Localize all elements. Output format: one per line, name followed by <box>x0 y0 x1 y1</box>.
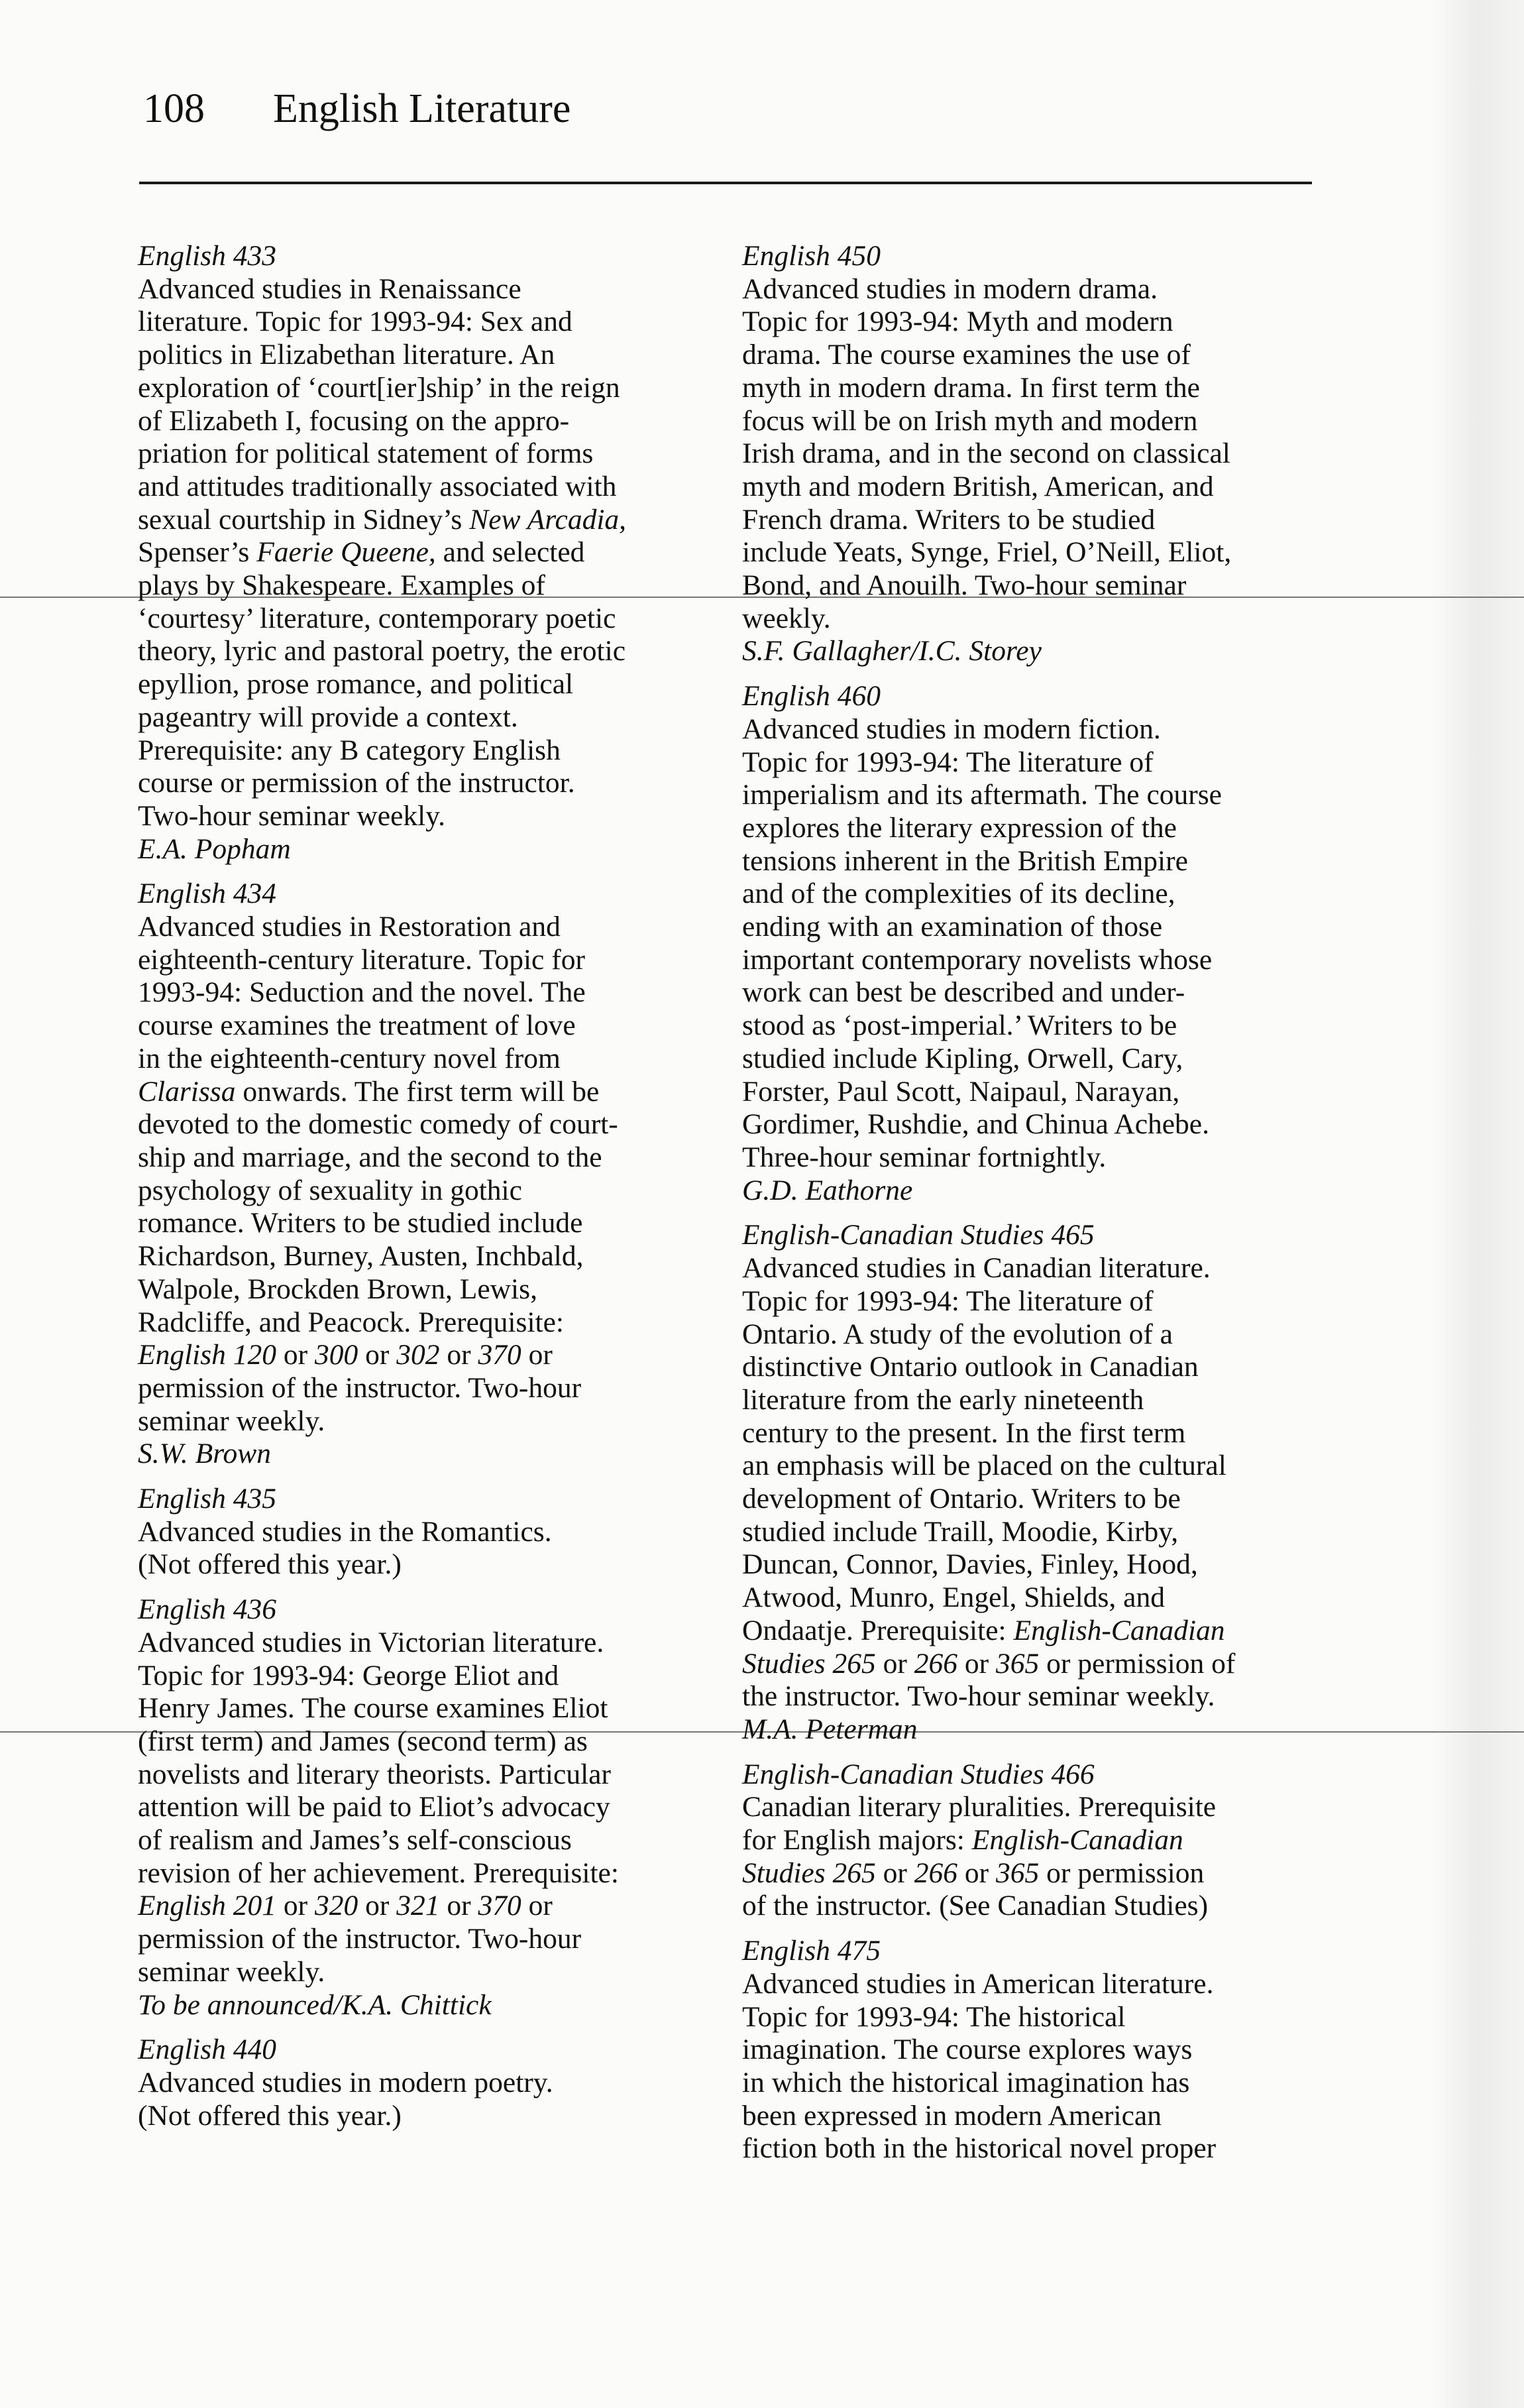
course-description-line: fiction both in the historical novel proper <box>742 2132 1217 2165</box>
course-description-line: devoted to the domestic comedy of court- <box>138 1108 618 1141</box>
course-description-line: politics in Elizabethan literature. An <box>138 339 555 371</box>
course-description-line: for English majors: English-Canadian <box>742 1824 1183 1857</box>
course-entry <box>742 680 1312 1207</box>
course-entry <box>138 240 708 866</box>
course-description-line: Advanced studies in Canadian literature. <box>742 1252 1211 1285</box>
course-description-line: imperialism and its aftermath. The course <box>742 779 1222 811</box>
course-description-line: tensions inherent in the British Empire <box>742 844 1188 877</box>
course-title: English 434 <box>138 878 277 910</box>
course-entry <box>742 1935 1312 2165</box>
course-description-line: the instructor. Two-hour seminar weekly. <box>742 1680 1215 1713</box>
course-description-line: 1993-94: Seduction and the novel. The <box>138 976 586 1009</box>
course-description-line: focus will be on Irish myth and modern <box>742 404 1198 437</box>
course-entry <box>138 1483 708 1581</box>
course-title: English 450 <box>742 240 881 272</box>
course-description-line: Three-hour seminar fortnightly. <box>742 1141 1107 1173</box>
right-column <box>742 240 1312 2177</box>
course-description-line: important contemporary novelists whose <box>742 943 1213 976</box>
course-description-line: Topic for 1993-94: George Eliot and <box>138 1659 559 1691</box>
course-description-line: in which the historical imagination has <box>742 2066 1190 2098</box>
course-entry <box>742 1758 1312 1923</box>
course-description-line: seminar weekly. <box>138 1405 325 1437</box>
course-instructor: G.D. Eathorne <box>742 1174 913 1206</box>
course-description-line: Radcliffe, and Peacock. Prerequisite: <box>138 1306 565 1338</box>
course-description-line: Advanced studies in Restoration and <box>138 911 561 943</box>
course-description-line: Topic for 1993-94: The historical <box>742 2000 1126 2033</box>
course-description-line: exploration of ‘court[ier]ship’ in the reign <box>138 371 620 404</box>
course-instructor: M.A. Peterman <box>742 1713 918 1745</box>
course-description-line: development of Ontario. Writers to be <box>742 1483 1181 1515</box>
course-description-line: an emphasis will be placed on the cultural <box>742 1450 1226 1482</box>
course-description-line: of realism and James’s self-conscious <box>138 1824 572 1857</box>
course-entry <box>138 2034 708 2132</box>
course-description-line: myth and modern British, American, and <box>742 470 1214 502</box>
course-description-line: Topic for 1993-94: The literature of <box>742 746 1154 778</box>
course-instructor: To be announced/K.A. Chittick <box>138 1988 492 2021</box>
course-description-line: Advanced studies in Renaissance <box>138 272 521 305</box>
course-description-line: Canadian literary pluralities. Prerequisite <box>742 1791 1217 1823</box>
course-description-line: pageantry will provide a context. <box>138 701 518 733</box>
course-description-line: imagination. The course explores ways <box>742 2034 1193 2066</box>
course-description-line: weekly. <box>742 602 831 634</box>
course-description-line: Atwood, Munro, Engel, Shields, and <box>742 1581 1165 1614</box>
course-description-line: myth in modern drama. In first term the <box>742 371 1200 404</box>
course-title: English-Canadian Studies 465 <box>742 1219 1095 1251</box>
course-description-line: Studies 265 or 266 or 365 or permission <box>742 1857 1205 1889</box>
course-instructor: S.W. Brown <box>138 1438 272 1470</box>
course-title: English-Canadian Studies 466 <box>742 1758 1095 1790</box>
course-description-line: of Elizabeth I, focusing on the appro- <box>138 404 570 437</box>
course-instructor: E.A. Popham <box>138 832 291 865</box>
course-title: English 435 <box>138 1483 277 1515</box>
course-title: English 460 <box>742 680 881 713</box>
course-description-line: priation for political statement of forms <box>138 437 594 470</box>
course-description-line: Walpole, Brockden Brown, Lewis, <box>138 1273 537 1305</box>
course-description-line: literature from the early nineteenth <box>742 1383 1144 1416</box>
course-description-line: work can best be described and under- <box>742 976 1185 1009</box>
course-description-line: distinctive Ontario outlook in Canadian <box>742 1351 1199 1383</box>
course-description-line: of the instructor. (See Canadian Studies) <box>742 1890 1209 1922</box>
course-description-line: Advanced studies in the Romantics. <box>138 1515 552 1548</box>
running-head <box>143 82 571 135</box>
course-description-line: course examines the treatment of love <box>138 1009 576 1042</box>
course-title: English 440 <box>138 2034 277 2066</box>
course-description-line: French drama. Writers to be studied <box>742 503 1156 536</box>
course-description-line: Henry James. The course examines Eliot <box>138 1692 608 1725</box>
course-description-line: Advanced studies in American literature. <box>742 1967 1214 2000</box>
course-description-line: novelists and literary theorists. Particular <box>138 1758 611 1790</box>
course-description-line: explores the literary expression of the <box>742 811 1177 844</box>
course-description-line: Studies 265 or 266 or 365 or permission of <box>742 1647 1236 1680</box>
course-description-line: course or permission of the instructor. <box>138 767 575 799</box>
course-description-line: Topic for 1993-94: Myth and modern <box>742 306 1173 338</box>
course-description-line: been expressed in modern American <box>742 2099 1162 2132</box>
course-description-line: Bond, and Anouilh. Two-hour seminar <box>742 569 1187 602</box>
course-description-line: Ontario. A study of the evolution of a <box>742 1318 1173 1350</box>
header-rule <box>139 182 1312 184</box>
course-description-line: ending with an examination of those <box>742 911 1163 943</box>
course-description-line: English 201 or 320 or 321 or 370 or <box>138 1890 553 1922</box>
course-description-line: attention will be paid to Eliot’s advocacy <box>138 1791 610 1823</box>
course-description-line: eighteenth-century literature. Topic for <box>138 943 585 976</box>
course-title: English 475 <box>742 1935 881 1967</box>
left-column <box>138 240 708 2144</box>
course-description-line: stood as ‘post-imperial.’ Writers to be <box>742 1009 1177 1042</box>
course-description-line: theory, lyric and pastoral poetry, the erotic <box>138 635 626 667</box>
course-description-line: seminar weekly. <box>138 1955 325 1988</box>
course-description-line: ship and marriage, and the second to the <box>138 1141 602 1173</box>
course-description-line: Spenser’s Faerie Queene, and selected <box>138 536 585 569</box>
course-description-line: Ondaatje. Prerequisite: English-Canadian <box>742 1614 1225 1646</box>
course-description-line: ‘courtesy’ literature, contemporary poetic <box>138 602 616 634</box>
course-description-line: (Not offered this year.) <box>138 1548 402 1581</box>
course-description-line: Irish drama, and in the second on classical <box>742 437 1230 470</box>
course-description-line: Duncan, Connor, Davies, Finley, Hood, <box>742 1548 1198 1581</box>
course-description-line: sexual courtship in Sidney’s New Arcadia, <box>138 503 627 536</box>
course-description-line: studied include Kipling, Orwell, Cary, <box>742 1042 1183 1074</box>
course-description-line: Topic for 1993-94: The literature of <box>742 1285 1154 1317</box>
course-description-line: literature. Topic for 1993-94: Sex and <box>138 306 572 338</box>
course-description-line: permission of the instructor. Two-hour <box>138 1371 582 1404</box>
course-description-line: romance. Writers to be studied include <box>138 1207 583 1239</box>
course-title: English 433 <box>138 240 277 272</box>
course-description-line: studied include Traill, Moodie, Kirby, <box>742 1515 1179 1548</box>
course-description-line: Advanced studies in modern drama. <box>742 272 1158 305</box>
page-number: 108 <box>143 86 205 131</box>
course-description-line: drama. The course examines the use of <box>742 339 1191 371</box>
course-instructor: S.F. Gallagher/I.C. Storey <box>742 635 1042 667</box>
course-description-line: Two-hour seminar weekly. <box>138 799 446 832</box>
course-description-line: Prerequisite: any B category English <box>138 734 561 766</box>
course-description-line: include Yeats, Synge, Friel, O’Neill, Eliot, <box>742 536 1232 569</box>
course-entry <box>742 240 1312 668</box>
course-title: English 436 <box>138 1593 277 1626</box>
course-description-line: and attitudes traditionally associated with <box>138 470 617 502</box>
course-description-line: Advanced studies in Victorian literature. <box>138 1626 604 1658</box>
course-description-line: in the eighteenth-century novel from <box>138 1042 561 1074</box>
course-description-line: plays by Shakespeare. Examples of <box>138 569 545 602</box>
course-description-line: and of the complexities of its decline, <box>742 878 1175 910</box>
course-entry <box>742 1219 1312 1746</box>
course-description-line: Forster, Paul Scott, Naipaul, Narayan, <box>742 1075 1180 1108</box>
course-entry <box>138 1593 708 2022</box>
course-description-line: (first term) and James (second term) as <box>138 1725 588 1757</box>
course-entry <box>138 878 708 1471</box>
course-description-line: Richardson, Burney, Austen, Inchbald, <box>138 1240 584 1273</box>
course-description-line: permission of the instructor. Two-hour <box>138 1923 582 1955</box>
course-description-line: psychology of sexuality in gothic <box>138 1174 522 1206</box>
course-description-line: Advanced studies in modern fiction. <box>742 713 1161 745</box>
course-description-line: Gordimer, Rushdie, and Chinua Achebe. <box>742 1108 1209 1141</box>
course-description-line: revision of her achievement. Prerequisite: <box>138 1857 619 1889</box>
course-description-line: epyllion, prose romance, and political <box>138 668 574 701</box>
course-description-line: English 120 or 300 or 302 or 370 or <box>138 1339 553 1371</box>
section-title: English Literature <box>273 86 571 131</box>
course-description-line: Clarissa onwards. The first term will be <box>138 1075 600 1108</box>
course-description-line: Advanced studies in modern poetry. <box>138 2066 553 2098</box>
course-description-line: (Not offered this year.) <box>138 2099 402 2132</box>
course-description-line: century to the present. In the first term <box>742 1416 1186 1449</box>
